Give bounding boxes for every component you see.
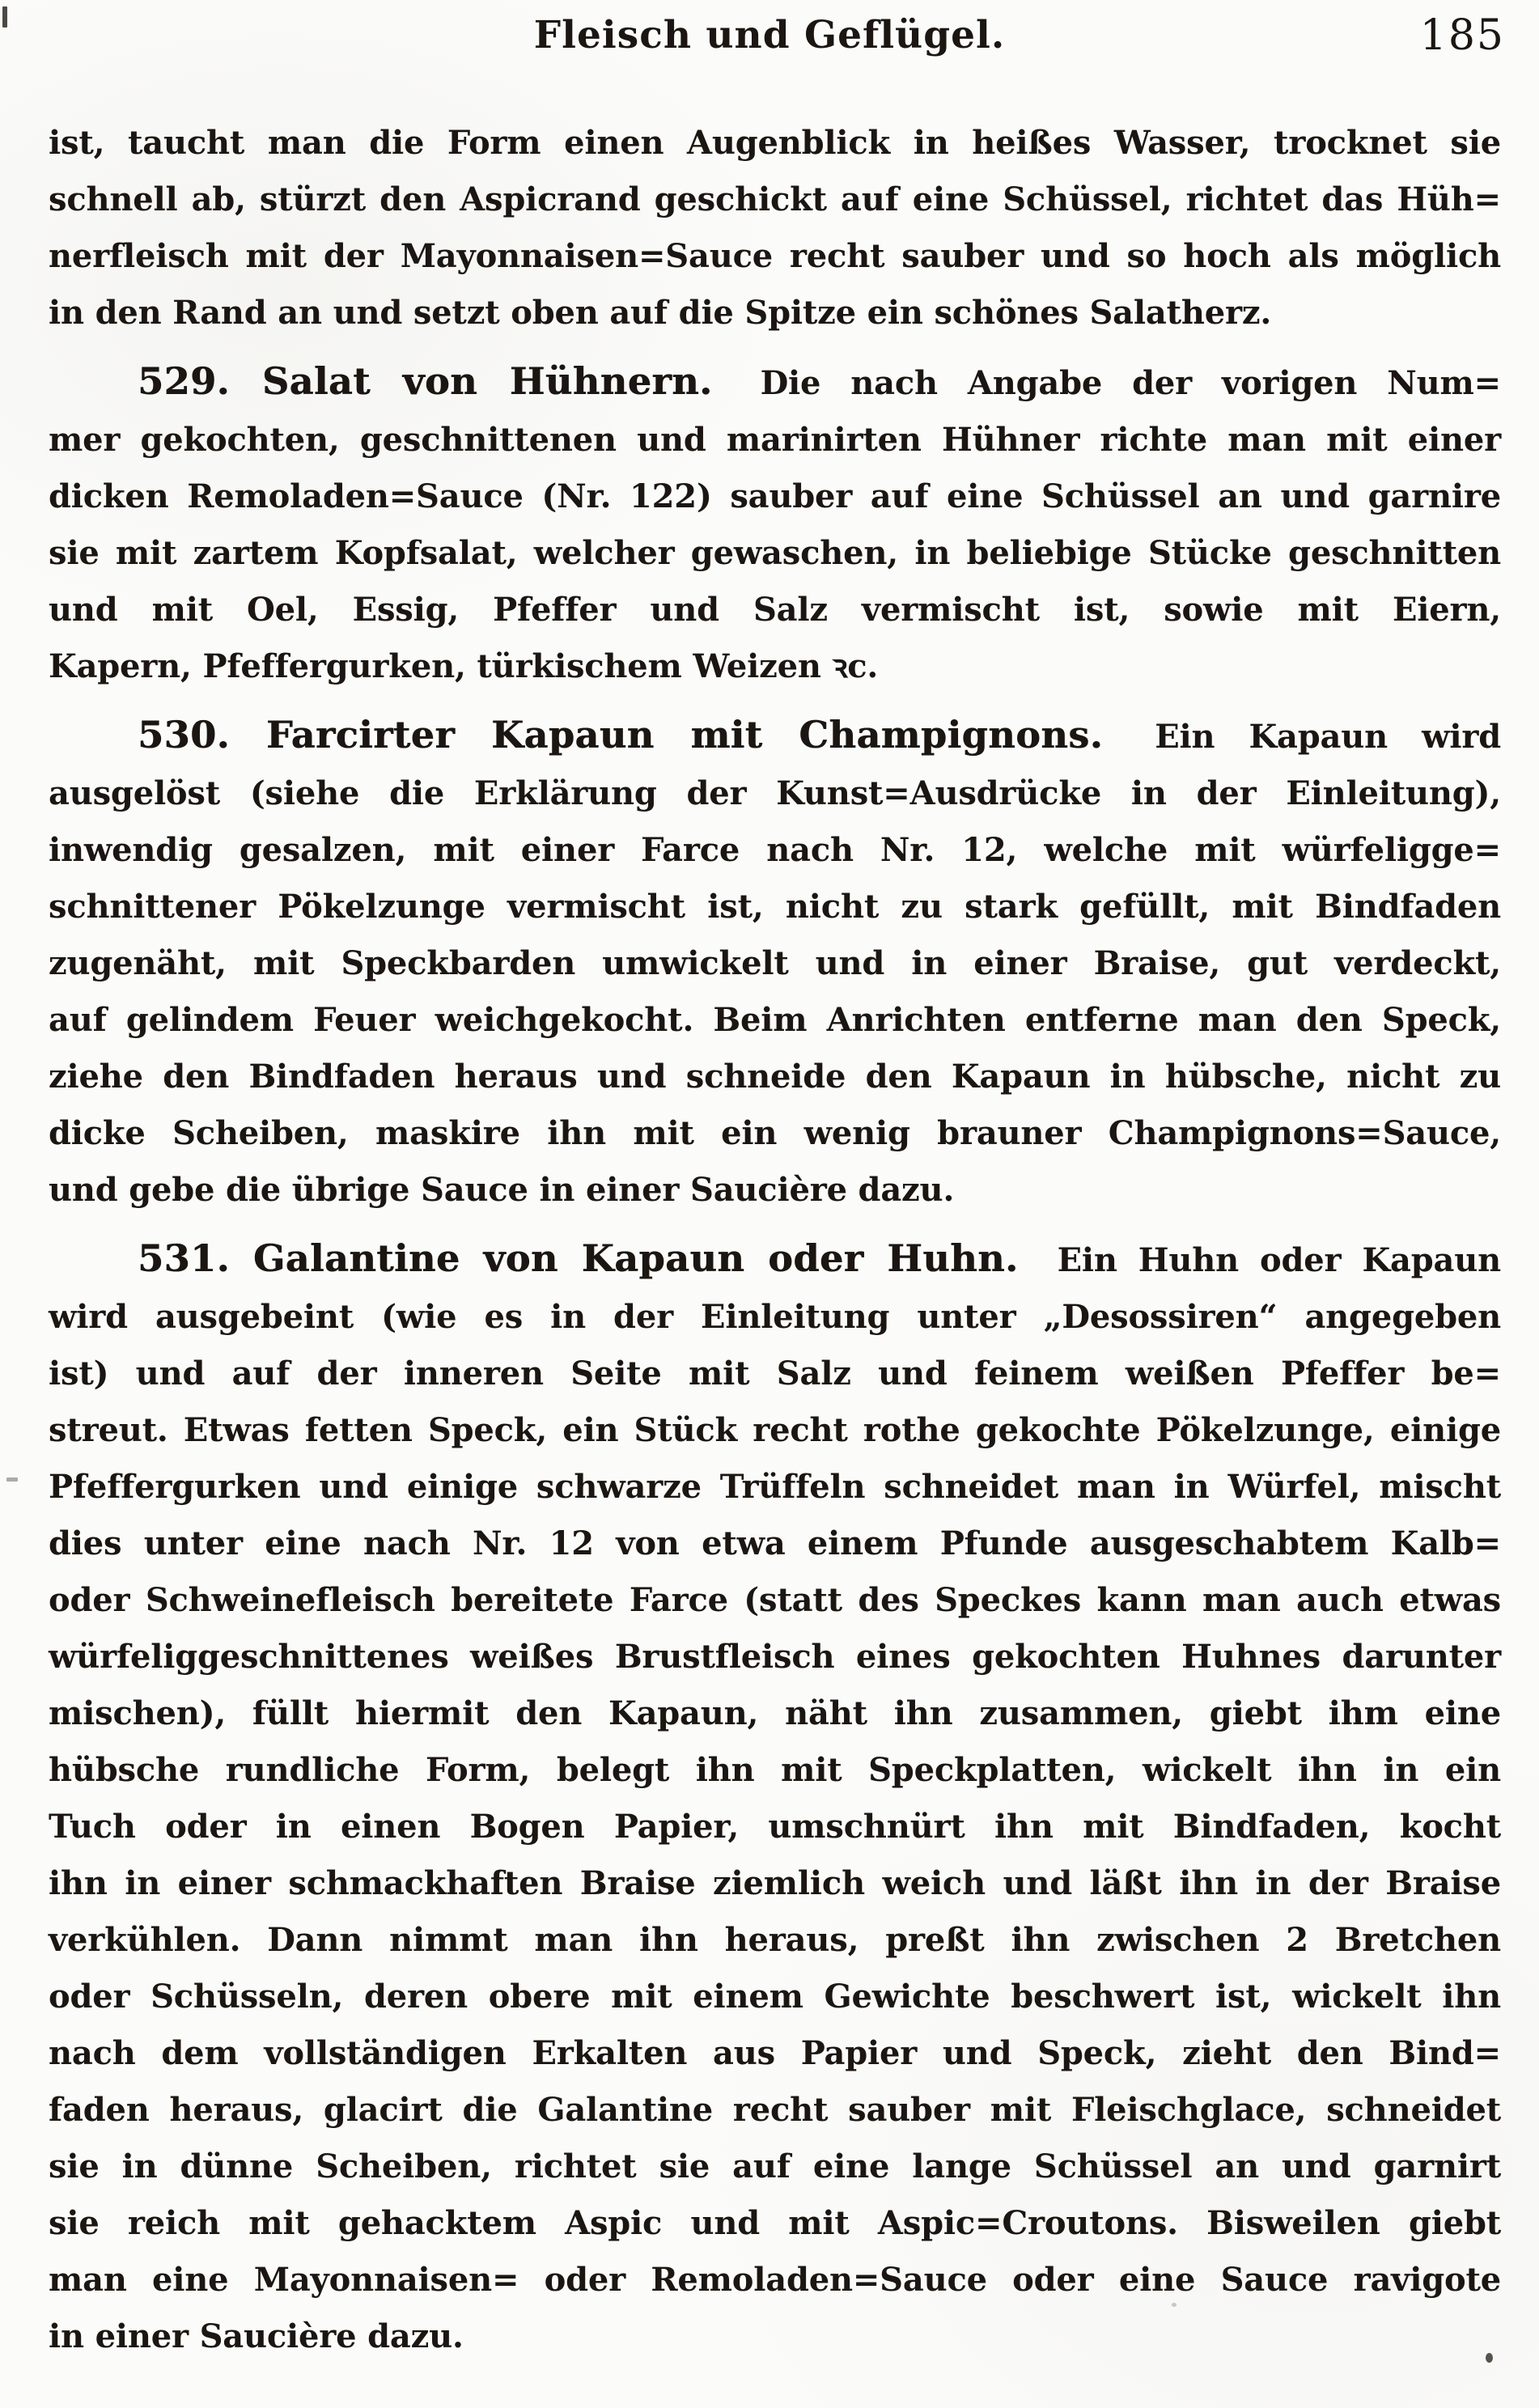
text-line: zugenäht, mit Speckbarden umwickelt und in einer Braise, gut verdeckt, xyxy=(49,944,1501,982)
text-line: dicken Remoladen=Sauce (Nr. 122) sauber auf eine Schüssel an und garnire xyxy=(49,477,1501,515)
text-line: sie reich mit gehacktem Aspic und mit Aspic=Croutons. Bisweilen giebt xyxy=(49,2204,1501,2242)
text-line xyxy=(49,706,1501,765)
recipe-heading: 531. Galantine von Kapaun oder Huhn. xyxy=(138,1236,1019,1280)
recipe-lead-text: Ein Huhn oder Kapaun xyxy=(1057,1241,1501,1279)
text-line: mischen), füllt hiermit den Kapaun, näht ihn zusammen, giebt ihm eine xyxy=(49,1694,1501,1732)
ink-speck xyxy=(6,1477,18,1482)
recipe-heading: 530. Farcirter Kapaun mit Champignons. xyxy=(138,713,1104,757)
text-line: Kapern, Pfeffergurken, türkischem Weizen ꝛc. xyxy=(49,647,879,685)
text-line: sie in dünne Scheiben, richtet sie auf eine lange Schüssel an und garnirt xyxy=(49,2147,1501,2185)
text-line: mer gekochten, geschnittenen und marinirten Hühner richte man mit einer xyxy=(49,421,1501,459)
text-line: sie mit zartem Kopfsalat, welcher gewaschen, in beliebige Stücke geschnitten xyxy=(49,534,1501,572)
text-line: würfeliggeschnittenes weißes Brustfleisch eines gekochten Huhnes darunter xyxy=(49,1638,1501,1676)
text-line: und gebe die übrige Sauce in einer Saucière dazu. xyxy=(49,1171,955,1209)
ink-speck xyxy=(1486,2353,1493,2363)
page-header xyxy=(0,13,1539,57)
text-line: schnittener Pökelzunge vermischt ist, nicht zu stark gefüllt, mit Bindfaden xyxy=(49,888,1501,926)
text-line: nerfleisch mit der Mayonnaisen=Sauce recht sauber und so hoch als möglich xyxy=(49,237,1501,275)
text-line: und mit Oel, Essig, Pfeffer und Salz vermischt ist, sowie mit Eiern, xyxy=(49,591,1501,629)
text-line: in einer Saucière dazu. xyxy=(49,2317,464,2355)
text-line: inwendig gesalzen, mit einer Farce nach Nr. 12, welche mit würfeligge= xyxy=(49,831,1501,869)
recipe-heading: 529. Salat von Hühnern. xyxy=(138,359,713,403)
text-line: dicke Scheiben, maskire ihn mit ein wenig brauner Champignons=Sauce, xyxy=(49,1114,1501,1152)
ink-speck xyxy=(1172,2303,1177,2307)
text-line: faden heraus, glacirt die Galantine recht sauber mit Fleischglace, schneidet xyxy=(49,2091,1501,2129)
text-line: ausgelöst (siehe die Erklärung der Kunst=Ausdrücke in der Einleitung), xyxy=(49,774,1501,812)
text-line: oder Schüsseln, deren obere mit einem Gewichte beschwert ist, wickelt ihn xyxy=(49,1978,1501,2016)
paragraph xyxy=(49,115,1501,341)
text-line: schnell ab, stürzt den Aspicrand geschickt auf eine Schüssel, richtet das Hüh= xyxy=(49,180,1501,218)
ink-speck xyxy=(2,6,7,28)
text-line xyxy=(49,1230,1501,1289)
text-line: streut. Etwas fetten Speck, ein Stück recht rothe gekochte Pökelzunge, einige xyxy=(49,1411,1501,1449)
text-line: ziehe den Bindfaden heraus und schneide den Kapaun in hübsche, nicht zu xyxy=(49,1058,1501,1096)
text-line: ihn in einer schmackhaften Braise ziemlich weich und läßt ihn in der Braise xyxy=(49,1864,1501,1902)
text-line: nach dem vollständigen Erkalten aus Papier und Speck, zieht den Bind= xyxy=(49,2034,1501,2072)
text-line: in den Rand an und setzt oben auf die Spitze ein schönes Salatherz. xyxy=(49,294,1272,332)
text-line: ist) und auf der inneren Seite mit Salz und feinem weißen Pfeffer be= xyxy=(49,1354,1501,1393)
text-line: Pfeffergurken und einige schwarze Trüffeln schneidet man in Würfel, mischt xyxy=(49,1468,1501,1506)
text-line xyxy=(49,353,1501,412)
recipe-lead-text: Die nach Angabe der vorigen Num= xyxy=(760,364,1501,402)
text-line: man eine Mayonnaisen= oder Remoladen=Sauce oder eine Sauce ravigote xyxy=(49,2261,1501,2299)
page-header-title: Fleisch und Geflügel. xyxy=(533,13,1006,57)
text-line: hübsche rundliche Form, belegt ihn mit Speckplatten, wickelt ihn in ein xyxy=(49,1751,1501,1789)
page-body xyxy=(49,115,1501,2365)
paragraph xyxy=(49,706,1501,1219)
text-line: oder Schweinefleisch bereitete Farce (statt des Speckes kann man auch etwas xyxy=(49,1581,1501,1619)
recipe-lead-text: Ein Kapaun wird xyxy=(1155,718,1501,756)
paragraph xyxy=(49,353,1501,695)
text-line: auf gelindem Feuer weichgekocht. Beim Anrichten entferne man den Speck, xyxy=(49,1001,1501,1039)
page-number: 185 xyxy=(1419,11,1505,60)
paragraph xyxy=(49,1230,1501,2365)
text-line: ist, taucht man die Form einen Augenblick in heißes Wasser, trocknet sie xyxy=(49,124,1501,162)
text-line: verkühlen. Dann nimmt man ihn heraus, preßt ihn zwischen 2 Bretchen xyxy=(49,1921,1501,1959)
text-line: wird ausgebeint (wie es in der Einleitung unter „Desossiren“ angegeben xyxy=(49,1298,1501,1336)
text-line: Tuch oder in einen Bogen Papier, umschnürt ihn mit Bindfaden, kocht xyxy=(49,1808,1501,1846)
text-line: dies unter eine nach Nr. 12 von etwa einem Pfunde ausgeschabtem Kalb= xyxy=(49,1524,1501,1562)
